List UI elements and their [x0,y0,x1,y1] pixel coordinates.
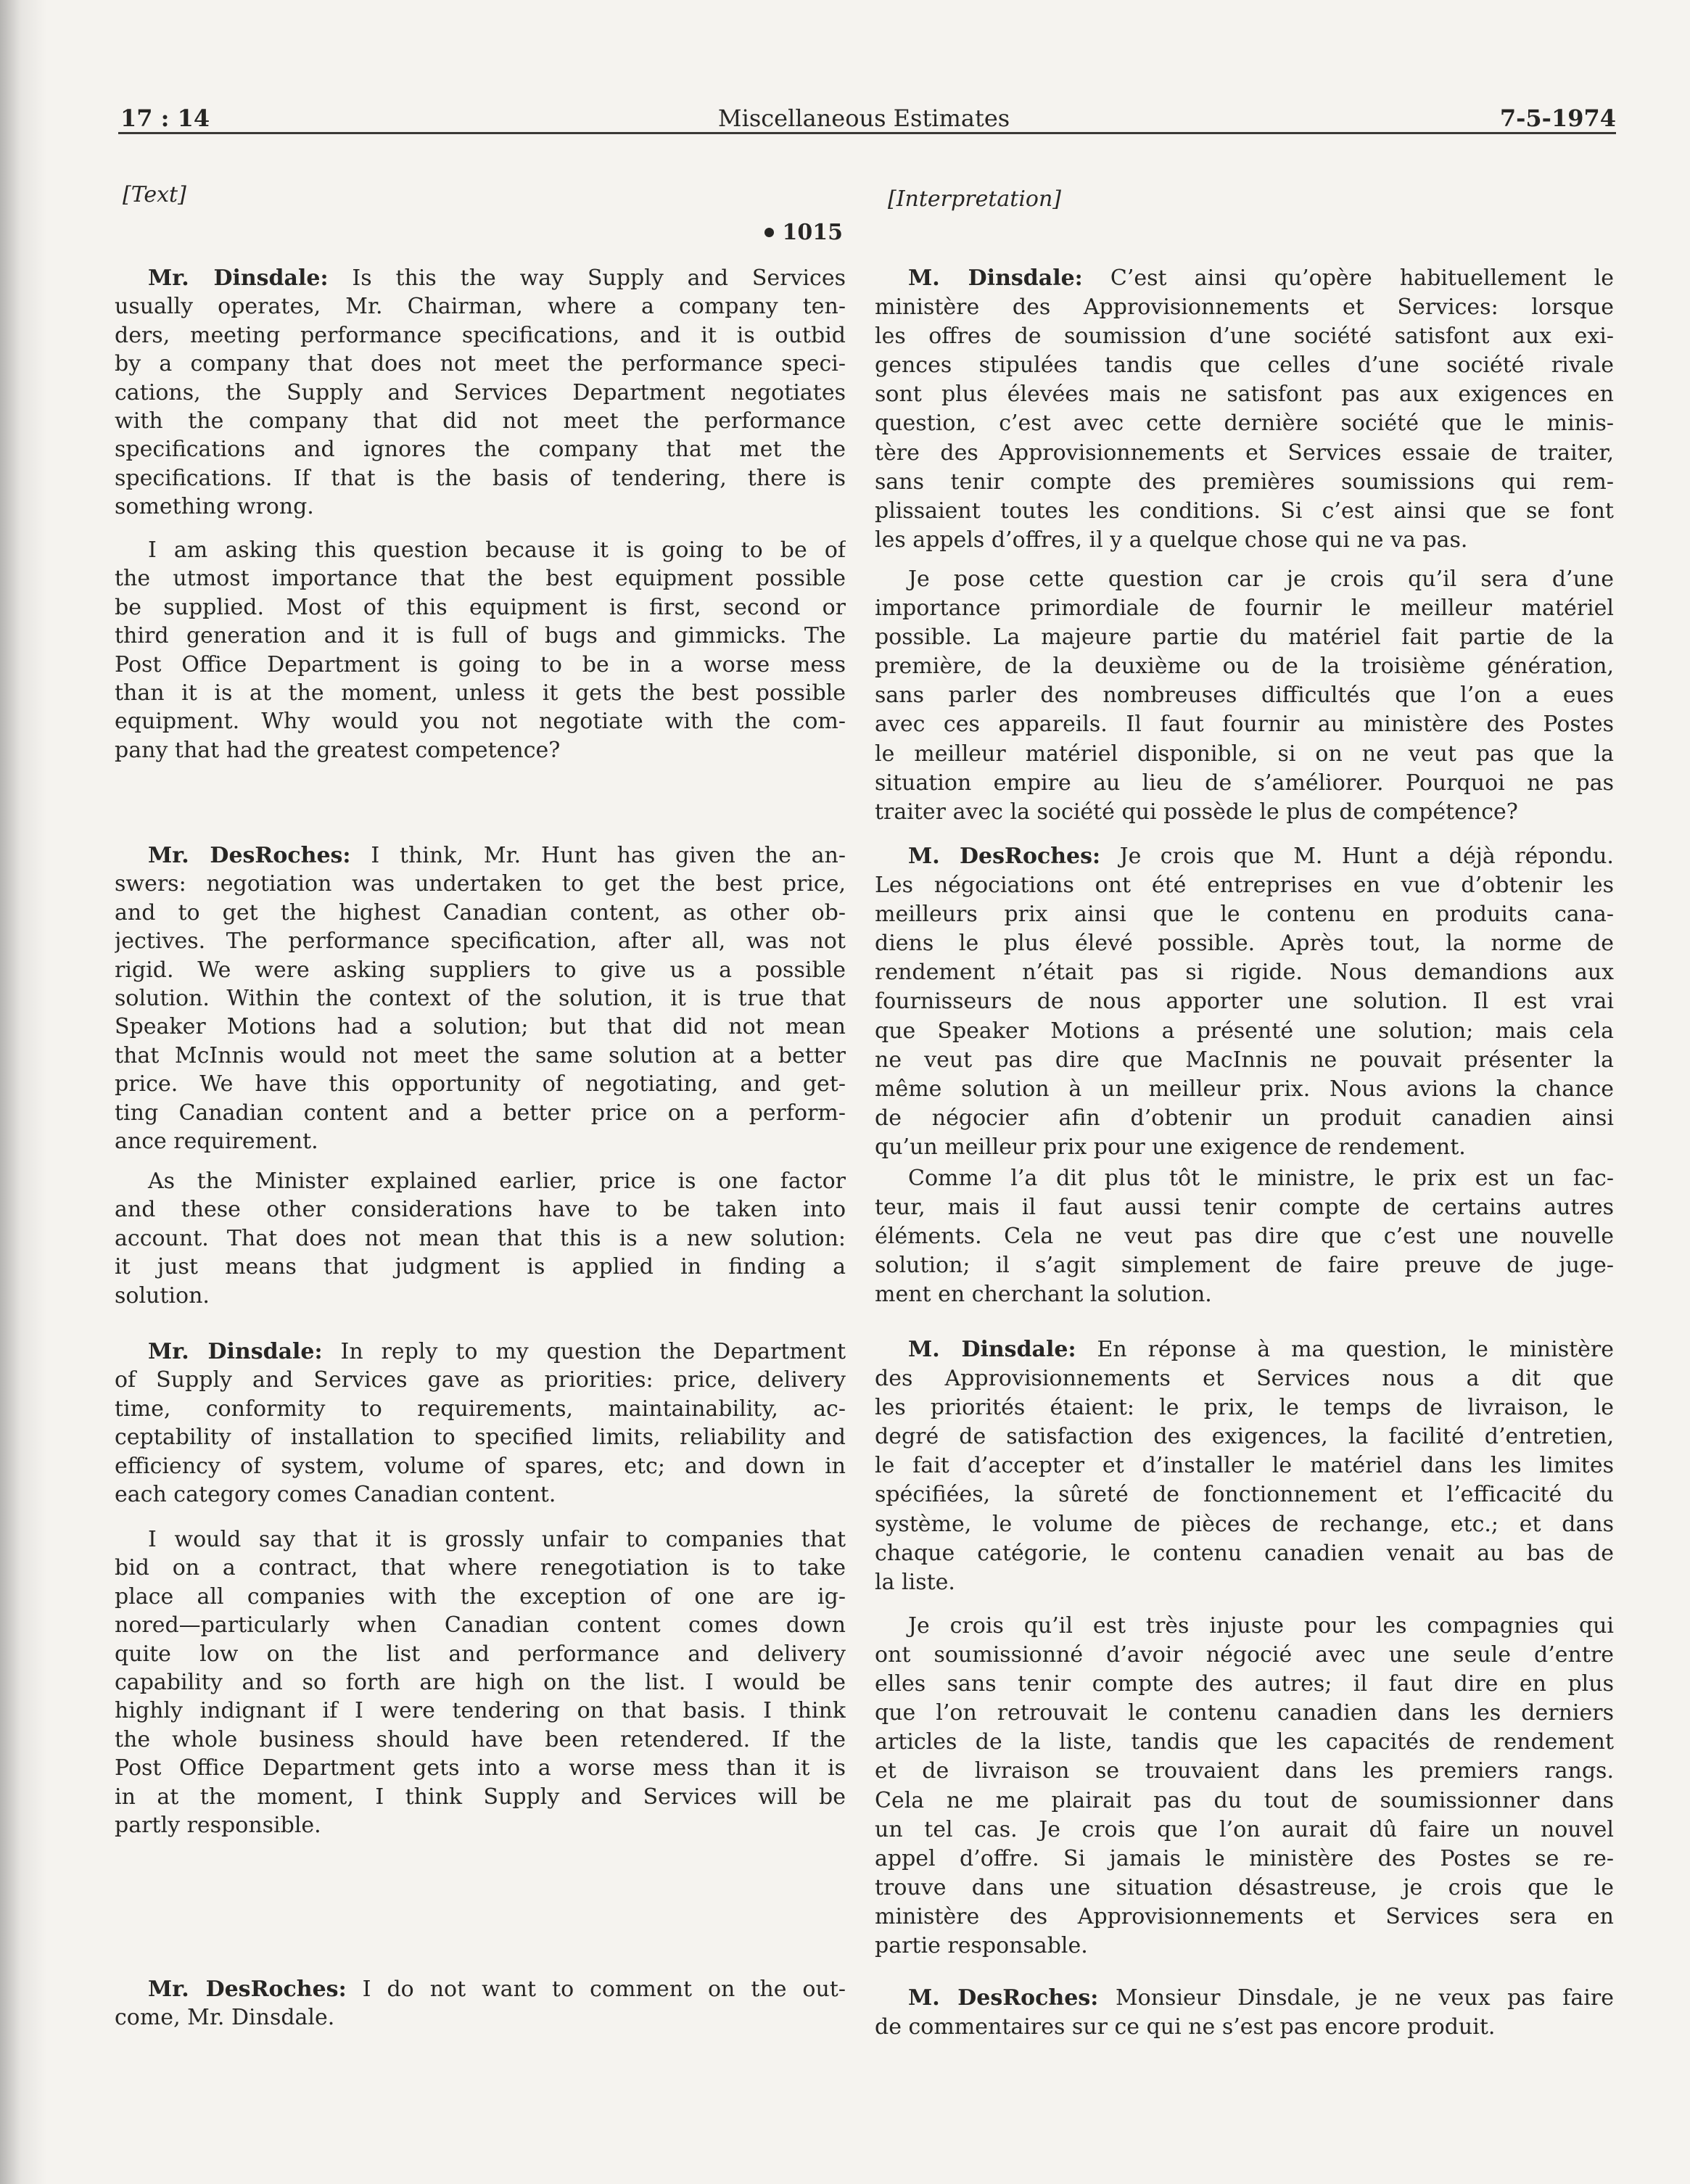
speaker-name: Mr. Dinsdale: [148,265,329,291]
line-text: Is this the way Supply and Services [352,265,846,291]
text-line [875,1568,1614,1597]
text-line [115,564,846,593]
text-line [115,1282,846,1310]
line-text: In reply to my question the Department [340,1339,846,1364]
line-text: tère des Approvisionnements et Services essaie de traiter, [875,440,1614,466]
line-text: ment en cherchant la solution. [875,1282,1212,1308]
speech-paragraph [875,565,1614,827]
speech-paragraph [115,1167,846,1310]
speaker-name: M. Dinsdale: [908,265,1083,291]
line-text: rigid. We were asking suppliers to give us a possible [115,957,846,983]
text-line [875,1335,1614,1364]
line-text: sans parler des nombreuses difficultés que l’on a eues [875,683,1614,709]
text-line [115,464,846,493]
text-line [875,1845,1614,1874]
line-text: Je crois que M. Hunt a déjà répondu. [1119,844,1614,869]
text-line [875,1164,1614,1193]
line-text: C’est ainsi qu’opère habituellement le [1110,265,1614,291]
text-line [875,1133,1614,1162]
text-line [115,1754,846,1782]
line-text: time, conformity to requirements, maintainability, ac- [115,1396,846,1422]
text-line [875,1280,1614,1309]
text-line [115,1975,846,2003]
speech-paragraph [115,536,846,765]
text-line [115,379,846,407]
line-text: Cela ne me plairait pas du tout de soumissionner dans [875,1787,1614,1813]
speaker-name: M. DesRoches: [908,844,1101,869]
text-line [115,927,846,955]
speaker-name: M. DesRoches: [908,1985,1099,2011]
text-line [875,1222,1614,1251]
line-text: des Approvisionnements et Services nous a dit que [875,1366,1614,1392]
bullet-icon [764,228,774,237]
line-text: chaque catégorie, le contenu canadien venait au bas de [875,1540,1614,1566]
line-text: qu’un meilleur prix pour une exigence de rendement. [875,1134,1466,1160]
text-line [875,565,1614,594]
text-line [115,1013,846,1041]
line-text: third generation and it is full of bugs and gimmicks. The [115,623,846,649]
running-title: Miscellaneous Estimates [717,104,1010,132]
text-line [875,871,1614,900]
line-text: with the company that did not meet the performance [115,408,846,434]
text-line [115,1070,846,1098]
line-text: the utmost importance that the best equipment possible [115,566,846,592]
text-line [875,1757,1614,1786]
line-text: partie responsable. [875,1933,1088,1959]
text-line [875,2013,1614,2042]
text-line [875,1075,1614,1104]
text-line [115,651,846,679]
text-line [115,736,846,765]
line-text: plissaient toutes les conditions. Si c’est ainsi que se font [875,498,1614,524]
text-line [875,293,1614,322]
line-text: En réponse à ma question, le ministère [1097,1337,1614,1362]
text-line [875,769,1614,798]
text-line [115,264,846,292]
speech-paragraph [875,1984,1614,2042]
line-text: possible. La majeure partie du matériel fait partie de la [875,625,1614,651]
text-line [115,292,846,321]
speech-paragraph [115,1975,846,2032]
speaker-name: Mr. DesRoches: [148,843,351,868]
text-line [115,1195,846,1224]
line-text: ance requirement. [115,1128,318,1154]
line-text: place all companies with the exception of one are ig- [115,1583,846,1610]
line-text: be supplied. Most of this equipment is first, second or [115,594,846,620]
section-label-interpretation: [Interpretation] [888,186,1062,212]
line-text: solution. [115,1282,210,1309]
section-label-text: [Text] [123,182,186,207]
text-line [875,798,1614,827]
line-text: cations, the Supply and Services Department negotiates [115,379,846,405]
text-line [875,468,1614,497]
text-line [875,1670,1614,1699]
text-line [875,1451,1614,1480]
text-line [115,1554,846,1582]
line-text: the whole business should have been retendered. If the [115,1726,846,1752]
line-text: rendement n’était pas si rigide. Nous demandions aux [875,960,1614,986]
line-text: that McInnis would not meet the same solution at a better [115,1042,846,1068]
line-text: que Speaker Motions a présenté une solution; mais cela [875,1018,1614,1044]
speech-paragraph [875,1335,1614,1597]
line-text: trouve dans une situation désastreuse, je crois que le [875,1874,1614,1900]
line-text: Speaker Motions had a solution; but that did not mean [115,1014,846,1040]
text-line [115,707,846,735]
line-text: importance primordiale de fournir le meilleur matériel [875,596,1614,622]
text-line [875,1046,1614,1075]
text-line [115,1366,846,1394]
speech-paragraph [875,264,1614,555]
line-text: fournisseurs de nous apporter une solution. Il est vrai [875,989,1614,1015]
line-text: les appels d’offres, il y a quelque chose qui ne va pas. [875,527,1468,553]
text-line [875,958,1614,987]
line-text: usually operates, Mr. Chairman, where a company ten- [115,294,846,320]
text-line [115,1167,846,1195]
text-line [115,1611,846,1639]
line-text: capability and so forth are high on the list. I would be [115,1669,846,1695]
text-line [115,1127,846,1155]
text-line [875,594,1614,623]
text-line [875,1422,1614,1451]
line-text: As the Minister explained earlier, price is one factor [148,1169,846,1194]
text-line [875,497,1614,526]
text-line [115,1338,846,1366]
line-text: Je crois qu’il est très injuste pour les compagnies qui [908,1613,1614,1639]
text-line [115,1726,846,1754]
line-text: than it is at the moment, unless it gets the best possible [115,680,846,706]
text-line [115,1583,846,1611]
text-line [875,1251,1614,1280]
text-line [115,622,846,650]
page-date: 7-5-1974 [1499,104,1616,132]
line-text: ne veut pas dire que MacInnis ne pouvait présenter la [875,1047,1614,1073]
line-text: Les négociations ont été entreprises en vue d’obtenir les [875,873,1614,899]
text-line [115,493,846,521]
line-text: un tel cas. Je crois que l’on aurait dû faire un nouvel [875,1816,1614,1842]
line-text: gences stipulées tandis que celles d’une société rivale [875,353,1614,379]
text-line [115,1042,846,1070]
line-text: première, de la deuxième ou de la troisième génération, [875,654,1614,680]
text-line [875,1932,1614,1961]
speech-paragraph [115,264,846,522]
line-text: le fait d’accepter et d’installer le matériel dans les limites [875,1453,1614,1479]
speech-paragraph [875,842,1614,1162]
line-text: specifications and ignores the company that met the [115,437,846,463]
line-text: sont plus élevées mais ne satisfont pas aux exigences en [875,382,1614,408]
binding-shadow [0,0,46,2184]
line-text: Post Office Department is going to be in a worse mess [115,651,846,677]
text-line [115,593,846,622]
text-line [875,439,1614,468]
text-line [115,1668,846,1697]
line-text: Monsieur Dinsdale, je ne veux pas faire [1115,1985,1614,2011]
speech-paragraph [875,1164,1614,1309]
speech-paragraph [875,1612,1614,1961]
text-line [875,1017,1614,1046]
line-text: de négocier afin d’obtenir un produit canadien ainsi [875,1105,1614,1131]
line-text: jectives. The performance specification, after all, was not [115,928,846,955]
line-text: ting Canadian content and a better price on a perform- [115,1100,846,1126]
text-line [875,1193,1614,1222]
line-text: swers: negotiation was undertaken to get the best price, [115,871,846,897]
text-line [115,1099,846,1127]
line-text: que l’on retrouvait le contenu canadien dans les derniers [875,1700,1614,1726]
line-text: Comme l’a dit plus tôt le ministre, le prix est un fac- [908,1166,1614,1191]
text-line [115,2003,846,2032]
line-text: by a company that does not meet the performance speci- [115,351,846,377]
line-text: I do not want to comment on the out- [362,1977,846,2002]
text-line [875,1510,1614,1539]
text-line [115,679,846,707]
line-text: highly indignant if I were tendering on that basis. I think [115,1698,846,1724]
line-text: elles sans tenir compte des autres; il faut dire en plus [875,1671,1614,1697]
line-text: nored—particularly when Canadian content comes down [115,1612,846,1639]
text-line [875,1104,1614,1133]
text-line [115,536,846,564]
text-line [115,435,846,463]
line-text: solution; il s’agit simplement de faire preuve de juge- [875,1253,1614,1279]
line-text: I think, Mr. Hunt has given the an- [371,843,846,868]
text-line [875,740,1614,769]
line-text: appel d’offre. Si jamais le ministère des Postes se re- [875,1845,1614,1871]
text-line [875,987,1614,1016]
line-text: Post Office Department gets into a worse mess than it is [115,1755,846,1781]
page-number: 17 : 14 [120,104,210,132]
text-line [875,409,1614,438]
text-line [875,1480,1614,1509]
text-line [875,900,1614,929]
line-text: de commentaires sur ce qui ne s’est pas encore produit. [875,2014,1496,2040]
line-text: question, c’est avec cette dernière société que le minis- [875,411,1614,437]
line-text: pany that had the greatest competence? [115,737,561,763]
line-text: something wrong. [115,494,314,520]
text-line [875,264,1614,293]
line-text: ders, meeting performance specifications, and it is outbid [115,322,846,348]
line-text: efficiency of system, volume of spares, etc; and down in [115,1453,846,1479]
line-text: it just means that judgment is applied in finding a [115,1254,846,1280]
text-line [875,380,1614,409]
line-text: traiter avec la société qui possède le plus de compétence? [875,799,1518,825]
text-line [115,407,846,435]
text-line [115,1253,846,1281]
text-line [115,1452,846,1480]
text-line [115,1811,846,1839]
line-text: Je pose cette question car je crois qu’il sera d’une [908,566,1614,592]
text-line [115,1640,846,1668]
time-stamp-value: 1015 [782,220,843,245]
text-line [875,1816,1614,1845]
text-line [875,652,1614,681]
text-line [875,929,1614,958]
line-text: avec ces appareils. Il faut fournir au ministère des Postes [875,712,1614,738]
line-text: diens le plus élevé possible. Après tout, la norme de [875,931,1614,957]
line-text: quite low on the list and performance and delivery [115,1641,846,1667]
text-line [875,842,1614,871]
line-text: le meilleur matériel disponible, si on ne veut pas que la [875,741,1614,767]
text-line [875,1699,1614,1728]
time-stamp [764,218,844,247]
line-text: price. We have this opportunity of negotiating, and get- [115,1071,846,1097]
line-text: situation empire au lieu de s’améliorer. Pourquoi ne pas [875,770,1614,796]
line-text: solution. Within the context of the solution, it is true that [115,985,846,1011]
line-text: account. That does not mean that this is a new solution: [115,1225,846,1251]
line-text: et de livraison se trouvaient dans les premiers rangs. [875,1758,1614,1784]
text-line [115,870,846,898]
line-text: degré de satisfaction des exigences, la facilité d’entretien, [875,1424,1614,1450]
line-text: les offres de soumission d’une société satisfont aux exi- [875,324,1614,350]
text-line [875,1641,1614,1670]
text-line [115,1525,846,1554]
line-text: in at the moment, I think Supply and Services will be [115,1784,846,1810]
line-text: ont soumissionné d’avoir négocié avec une seule d’entre [875,1642,1614,1668]
text-line [115,1783,846,1811]
text-line [115,1697,846,1725]
text-line [875,322,1614,351]
line-text: equipment. Why would you not negotiate with the com- [115,709,846,735]
speech-paragraph [115,841,846,1155]
text-line [875,351,1614,380]
text-line [875,1728,1614,1757]
text-line [875,1787,1614,1816]
line-text: each category comes Canadian content. [115,1481,556,1507]
line-text: éléments. Cela ne veut pas dire que c’est une nouvelle [875,1224,1614,1250]
text-line [115,350,846,378]
text-line [875,623,1614,652]
line-text: ministère des Approvisionnements et Services: lorsque [875,294,1614,321]
line-text: and to get the highest Canadian content, as other ob- [115,899,846,926]
line-text: partly responsible. [115,1812,321,1838]
text-line [115,1395,846,1423]
line-text: système, le volume de pièces de rechange, etc.; et dans [875,1511,1614,1537]
line-text: la liste. [875,1569,955,1595]
line-text: specifications. If that is the basis of tendering, there is [115,465,846,491]
text-line [875,1364,1614,1393]
line-text: and these other considerations have to be taken into [115,1197,846,1223]
text-line [875,1393,1614,1422]
text-line [875,1539,1614,1568]
text-line [115,956,846,984]
text-line [115,321,846,350]
text-line [115,1423,846,1451]
speaker-name: Mr. DesRoches: [148,1977,347,2002]
line-text: sans tenir compte des premières soumissions qui rem- [875,469,1614,495]
line-text: ceptability of installation to specified limits, reliability and [115,1425,846,1451]
text-line [115,1480,846,1509]
speech-paragraph [115,1338,846,1509]
line-text: bid on a contract, that where renegotiation is to take [115,1555,846,1581]
text-line [875,1903,1614,1932]
text-line [875,1612,1614,1641]
speech-paragraph [115,1525,846,1839]
speaker-name: Mr. Dinsdale: [148,1339,323,1364]
text-line [875,526,1614,555]
line-text: articles de la liste, tandis que les capacités de rendement [875,1729,1614,1755]
line-text: meilleurs prix ainsi que le contenu en produits cana- [875,902,1614,928]
line-text: of Supply and Services gave as priorities: price, delivery [115,1367,846,1393]
text-line [115,841,846,870]
line-text: les priorités étaient: le prix, le temps de livraison, le [875,1395,1614,1421]
text-line [875,681,1614,710]
line-text: ministère des Approvisionnements et Services sera en [875,1903,1614,1929]
line-text: teur, mais il faut aussi tenir compte de certains autres [875,1195,1614,1221]
text-line [115,899,846,927]
header-rule [118,132,1616,134]
text-line [115,984,846,1013]
line-text: spécifiées, la sûreté de fonctionnement et l’efficacité du [875,1482,1614,1508]
text-line [875,1874,1614,1903]
line-text: come, Mr. Dinsdale. [115,2005,335,2031]
text-line [115,1224,846,1253]
line-text: I would say that it is grossly unfair to companies that [148,1527,846,1552]
text-line [875,1984,1614,2013]
text-line [875,710,1614,739]
speaker-name: M. Dinsdale: [908,1337,1076,1362]
line-text: I am asking this question because it is going to be of [148,537,846,563]
line-text: même solution à un meilleur prix. Nous avions la chance [875,1076,1614,1102]
